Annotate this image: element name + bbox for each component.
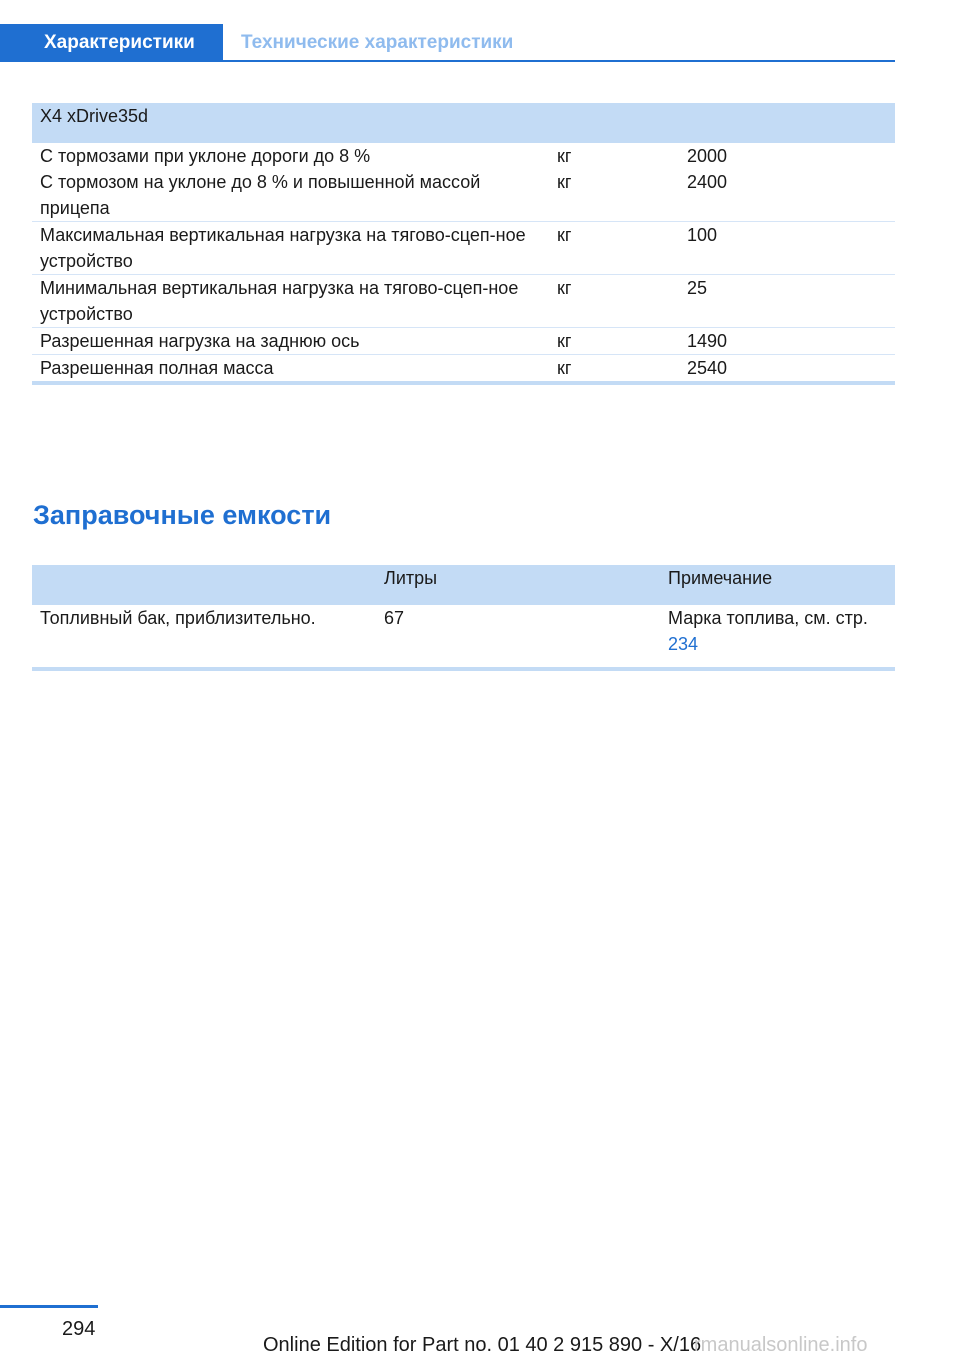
footer-rule xyxy=(0,1305,98,1308)
trailer-load-table xyxy=(32,103,895,385)
row-unit: кг xyxy=(549,169,679,222)
row-unit: кг xyxy=(549,222,679,275)
table-row xyxy=(32,169,895,222)
table-header-row xyxy=(32,103,895,143)
edition-text: Online Edition for Part no. 01 40 2 915 890 - X/16 xyxy=(263,1334,702,1356)
page-number: 294 xyxy=(62,1318,96,1340)
row-label: Разрешенная нагрузка на заднюю ось xyxy=(32,328,549,355)
table-row xyxy=(32,143,895,169)
header-section-tab[interactable]: Характеристики xyxy=(0,24,223,62)
row-label: Разрешенная полная масса xyxy=(32,355,549,384)
row-label: С тормозом на уклоне до 8 % и повышенной массой прицепа xyxy=(32,169,549,222)
row-value: 2000 xyxy=(687,146,728,166)
model-name: X4 xDrive35d xyxy=(32,103,895,143)
table-row xyxy=(32,328,895,355)
watermark-text: rmanualsonline.info xyxy=(694,1334,868,1356)
column-header-liters: Литры xyxy=(376,565,660,605)
row-unit: кг xyxy=(549,355,679,384)
row-value: 25 xyxy=(679,275,895,328)
column-header-note: Примечание xyxy=(660,565,895,605)
row-unit: кг xyxy=(549,328,679,355)
column-header xyxy=(32,565,376,605)
table-row xyxy=(32,275,895,328)
row-value: 2400 xyxy=(679,169,895,222)
table-header-row xyxy=(32,565,895,605)
row-label: Топливный бак, приблизительно. xyxy=(32,605,376,669)
row-label: Максимальная вертикальная нагрузка на тягово-сцеп-ное устройство xyxy=(32,222,549,275)
table-row xyxy=(32,355,895,384)
section-title: Заправочные емкости xyxy=(33,500,332,530)
row-value: 2540 xyxy=(679,355,895,384)
header-chapter-title[interactable]: Технические характеристики xyxy=(241,32,514,53)
row-value: 100 xyxy=(679,222,895,275)
table-row xyxy=(32,605,895,669)
row-note xyxy=(660,605,895,669)
capacities-table xyxy=(32,565,895,671)
row-unit: кг xyxy=(549,275,679,328)
table-row xyxy=(32,222,895,275)
page-header xyxy=(0,24,895,62)
row-value: 67 xyxy=(376,605,660,669)
row-unit: кг xyxy=(557,146,572,166)
page-link[interactable]: 234 xyxy=(668,634,699,654)
row-value: 1490 xyxy=(679,328,895,355)
row-label: С тормозами при уклоне дороги до 8 % xyxy=(40,146,371,166)
row-label: Минимальная вертикальная нагрузка на тягово-сцеп-ное устройство xyxy=(32,275,549,328)
note-text: Марка топлива, см. стр. xyxy=(668,608,868,628)
